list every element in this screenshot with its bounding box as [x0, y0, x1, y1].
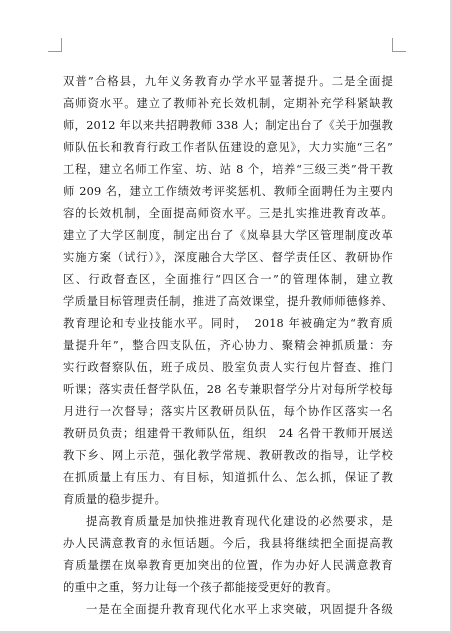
text-line: 双普”合格县，九年义务教育办学水平显著提升。二是全面提 — [63, 75, 393, 88]
crop-mark-top-right — [392, 38, 393, 52]
text-line: 工程，建立名师工作室、坊、站 8 个，培养“三级三类”骨干教 — [63, 163, 393, 176]
crop-mark-top-left — [48, 51, 62, 52]
text-line: 一是在全面提升教育现代化水平上求突破，巩固提升各级 — [86, 603, 393, 616]
paragraph — [63, 71, 393, 511]
crop-mark-top-left — [61, 38, 62, 52]
text-line: 师，2012 年以来共招聘教师 338 人；制定出台了《关于加强教 — [63, 119, 393, 132]
text-line: 育质量摆在岚皋教育更加突出的位置，作为办好人民满意教育 — [63, 559, 393, 572]
text-line: 提高教育质量是加快推进教育现代化建设的必然要求，是 — [86, 515, 393, 528]
crop-mark-top-right — [392, 51, 406, 52]
paragraph — [63, 511, 393, 599]
text-line: 教育理论和专业技能水平。同时， 2018 年被确定为“教育质 — [63, 317, 393, 330]
text-line: 月进行一次督导；落实片区教研员队伍，每个协作区落实一名 — [63, 405, 393, 418]
text-line: 的重中之重，努力让每一个孩子都能接受更好的教育。 — [63, 581, 338, 594]
text-line: 教下乡、网上示范，强化教学常规、教研教改的指导，让学校 — [63, 449, 393, 462]
text-line: 师队伍长和教育行政工作者队伍建设的意见》，大力实施“三名” — [63, 141, 393, 154]
document-body — [63, 71, 393, 621]
text-line: 办人民满意教育的永恒话题。今后，我县将继续把全面提高教 — [63, 537, 393, 550]
text-line: 实施方案（试行）》，深度融合大学区、督学责任区、教研协作 — [63, 251, 393, 264]
text-line: 量提升年”，整合四支队伍，齐心协力、聚精会神抓质量：夯 — [63, 339, 393, 352]
text-line: 区、行政督查区，全面推行“四区合一”的管理体制，建立教 — [63, 273, 393, 286]
text-line: 教研员负责；组建骨干教师队伍，组织 24 名骨干教师开展送 — [63, 427, 393, 440]
text-line: 容的长效机制，全面提高师资水平。三是扎实推进教育改革。 — [63, 207, 393, 220]
text-line: 建立了大学区制度，制定出台了《岚皋县大学区管理制度改革 — [63, 229, 393, 242]
paragraph — [63, 599, 393, 621]
text-line: 实行政督察队伍，班子成员、股室负责人实行包片督查、推门 — [63, 361, 393, 374]
text-line: 在抓质量上有压力、有目标，知道抓什么、怎么抓，保证了教 — [63, 471, 393, 484]
text-line: 高师资水平。建立了教师补充长效机制，定期补充学科紧缺教 — [63, 97, 393, 110]
text-line: 听课；落实责任督学队伍，28 名专兼职督学分片对每所学校每 — [63, 383, 393, 396]
text-line: 师 209 名，建立工作绩效考评奖惩机、教师全面聘任为主要内 — [63, 185, 393, 198]
text-line: 学质量目标管理责任制，推进了高效课堂，提升教师师德修养、 — [63, 295, 393, 308]
text-line: 育质量的稳步提升。 — [63, 493, 167, 506]
